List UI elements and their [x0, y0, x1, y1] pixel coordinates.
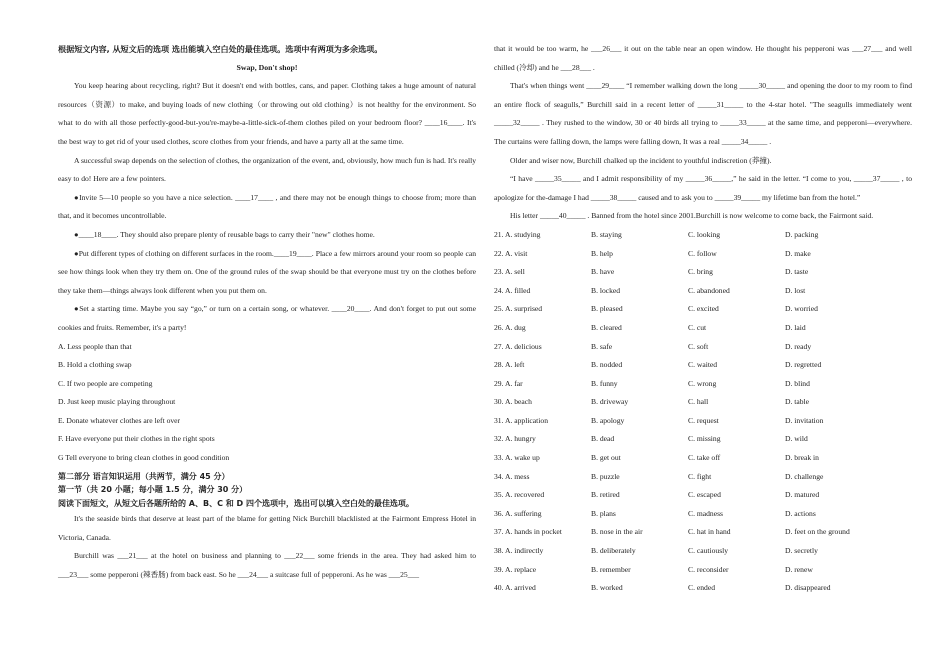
story-paragraph: “I have _____35_____ and I admit responsibility of my _____36_____,” he said in the letter. “I come to you, _____37_____ , to apologize for the-damage I had _____38_____ caused and to ask you to _____39_____ my lifetime ban from the hotel.”: [494, 174, 912, 202]
question-option-d: D. table: [785, 397, 810, 407]
question-option-b: B. safe: [591, 341, 613, 351]
question-option-a: 35. A. recovered: [494, 490, 545, 500]
question-option-c: C. waited: [688, 360, 718, 370]
passage-paragraph: ●Set a starting time. Maybe you say “go,” or turn on a certain song, or whatever. ____20____. And don't forget to put out some cookies and fruits. Remember, it's a party!: [58, 304, 476, 332]
question-row: [494, 561, 912, 580]
question-option-d: D. ready: [785, 341, 812, 351]
question-option-d: D. regretted: [785, 360, 822, 370]
passage-paragraph: ●Invite 5—10 people so you have a nice selection. ____17____ , and there may not be enough things to choose from; more than that, and it becomes uncontrollable.: [58, 192, 476, 221]
question-option-b: B. retired: [591, 490, 620, 500]
answer-option: C. If two people are competing: [58, 378, 153, 388]
question-row: [494, 542, 912, 561]
question-option-a: 36. A. suffering: [494, 508, 542, 518]
question-option-b: B. locked: [591, 285, 621, 295]
question-option-d: D. laid: [785, 322, 806, 332]
question-row: [494, 300, 912, 319]
question-option-c: C. bring: [688, 267, 713, 277]
question-option-b: B. apology: [591, 415, 625, 425]
question-option-b: B. worked: [591, 583, 623, 593]
answer-option: A. Less people than that: [58, 341, 132, 351]
question-option-a: 39. A. replace: [494, 564, 537, 574]
question-option-c: C. reconsider: [688, 564, 729, 574]
passage-paragraph: ●____18____. They should also prepare plenty of reusable bags to carry their "new" clothes home.: [74, 229, 375, 239]
question-row: [494, 375, 912, 394]
passage-title: Swap, Don't shop!: [236, 62, 298, 72]
question-row: [494, 505, 912, 524]
question-row: [494, 486, 912, 505]
reading-instruction: 根据短文内容, 从短文后的选项 选出能填入空白处的最佳选项。选项中有两项为多余选项。: [58, 44, 383, 54]
question-option-b: B. puzzle: [591, 471, 620, 481]
question-option-b: B. dead: [591, 434, 615, 444]
question-option-c: C. madness: [688, 508, 724, 518]
question-option-c: C. request: [688, 415, 719, 425]
question-option-b: B. funny: [591, 378, 618, 388]
passage-paragraph: You keep hearing about recycling, right? But it doesn't end with bottles, cans, and paper. Clothing takes a huge amount of natural resources（资源）to make, and buying loads of new clothing（or throwing out old clothing）is not healthy for the environment. So what to do with all those perfectly-good-but-you're-maybe-a-little-sick-of-them clothes piled on your bedroom floor? ____16____. It's the best way to get rid of your used clothes, score clothes from your friends, and have a party all at the same time.: [58, 81, 476, 146]
question-row: [494, 523, 912, 542]
question-option-d: D. challenge: [785, 471, 824, 481]
question-option-c: C. take off: [688, 453, 721, 463]
question-row: [494, 263, 912, 282]
question-option-b: B. staying: [591, 229, 622, 239]
question-option-d: D. actions: [785, 508, 816, 518]
question-option-c: C. missing: [688, 434, 721, 444]
section-one-heading: 第一节（共 20 小题；每小题 1.5 分，满分 30 分）: [58, 485, 248, 495]
question-option-c: C. ended: [688, 583, 715, 593]
question-row: [494, 449, 912, 468]
question-option-c: C. follow: [688, 248, 717, 258]
question-option-d: D. feet on the ground: [785, 527, 850, 537]
question-option-b: B. driveway: [591, 397, 629, 407]
question-option-c: C. looking: [688, 229, 721, 239]
question-option-b: B. nodded: [591, 360, 623, 370]
answer-option: G Tell everyone to bring clean clothes in good condition: [58, 453, 230, 463]
question-option-d: D. packing: [785, 229, 819, 239]
question-option-d: D. make: [785, 248, 811, 258]
question-option-d: D. invitation: [785, 415, 824, 425]
question-option-b: B. plans: [591, 508, 616, 518]
question-option-c: C. hall: [688, 397, 709, 407]
answer-option: F. Have everyone put their clothes in the right spots: [58, 434, 215, 444]
story-paragraph: His letter _____40_____ . Banned from the hotel since 2001.Burchill is now welcome to come back, the Fairmont said.: [510, 211, 874, 221]
question-option-a: 23. A. sell: [494, 267, 525, 277]
question-row: [494, 412, 912, 431]
question-option-a: 28. A. left: [494, 360, 525, 370]
question-row: [494, 338, 912, 357]
answer-option: D. Just keep music playing throughout: [58, 397, 176, 407]
question-option-b: B. deliberately: [591, 546, 636, 556]
question-option-a: 25. A. surprised: [494, 304, 543, 314]
question-option-d: D. lost: [785, 285, 806, 295]
question-option-a: 29. A. far: [494, 378, 523, 388]
right-column: [494, 40, 912, 598]
question-option-d: D. break in: [785, 453, 819, 463]
question-option-c: C. hat in hand: [688, 527, 731, 537]
story-paragraph: that it would be too warm, he ___26___ it out on the table near an open window. He thought his pepperoni was ___27___ and well chilled (冷却) and he ___28___ .: [494, 44, 912, 72]
question-option-d: D. disappeared: [785, 583, 831, 593]
question-list: [494, 226, 912, 598]
question-option-c: C. soft: [688, 341, 709, 351]
question-option-a: 21. A. studying: [494, 229, 541, 239]
question-option-a: 26. A. dug: [494, 322, 526, 332]
question-option-d: D. matured: [785, 490, 820, 500]
question-option-a: 31. A. application: [494, 415, 548, 425]
story-paragraph: It's the seaside birds that deserve at least part of the blame for getting Nick Burchill blacklisted at the Fairmont Empress Hotel in Victoria, Canada.: [58, 514, 476, 542]
question-option-a: 38. A. indirectly: [494, 546, 544, 556]
question-option-a: 27. A. delicious: [494, 341, 542, 351]
question-option-a: 37. A. hands in pocket: [494, 527, 562, 537]
question-option-a: 32. A. hungry: [494, 434, 536, 444]
question-option-d: D. blind: [785, 378, 810, 388]
story-paragraph: Burchill was ___21___ at the hotel on business and planning to ___22___ some friends in the area. They had asked him to ___23___ some pepperoni (辣香肠) from back east. So he ___24___ a suitcase full of pepperoni. As he was ___25___: [58, 551, 476, 579]
question-option-c: C. cautiously: [688, 546, 729, 556]
left-column: [58, 40, 476, 585]
question-option-c: C. cut: [688, 322, 707, 332]
question-option-a: 34. A. mess: [494, 471, 530, 481]
answer-option: B. Hold a clothing swap: [58, 360, 132, 370]
question-option-a: 22. A. visit: [494, 248, 528, 258]
question-row: [494, 226, 912, 245]
question-option-d: D. wild: [785, 434, 808, 444]
question-option-c: C. fight: [688, 471, 712, 481]
story-paragraph: That's when things went ____29____ “I remember walking down the long _____30_____ and opening the door to my room to find an entire flock of seagulls,” Burchill said in a recent letter of _____31_____ to the 4-star hotel. "The seagulls immediately went _____32_____ . They rushed to the window, 30 or 40 birds all trying to _____33_____ at the same time, and pepperoni—everywhere. The curtains were falling down, the lamps were falling down, It was a real _____34_____ .: [494, 81, 912, 146]
section-part-heading: 第二部分 语言知识运用（共两节，满分 45 分）: [58, 471, 230, 481]
section-instruction: 阅读下面短文，从短文后各题所给的 A、B、C 和 D 四个选项中，选出可以填入空白处的最佳选项。: [58, 498, 414, 508]
question-option-d: D. worried: [785, 304, 818, 314]
question-option-b: B. remember: [591, 564, 631, 574]
question-option-b: B. pleased: [591, 304, 623, 314]
question-option-a: 40. A. arrived: [494, 583, 536, 593]
passage-paragraph: A successful swap depends on the selection of clothes, the organization of the event, and, obviously, how much fun is had. It's really easy to do! Here are a few pointers.: [58, 155, 476, 184]
question-row: [494, 282, 912, 301]
question-row: [494, 430, 912, 449]
question-row: [494, 356, 912, 375]
question-option-a: 30. A. beach: [494, 397, 532, 407]
question-row: [494, 468, 912, 487]
question-option-a: 33. A. wake up: [494, 453, 540, 463]
question-option-a: 24. A. filled: [494, 285, 531, 295]
story-paragraph: Older and wiser now, Burchill chalked up the incident to youthful indiscretion (莽撞).: [510, 155, 772, 165]
question-option-c: C. excited: [688, 304, 719, 314]
question-option-c: C. abandoned: [688, 285, 730, 295]
answer-option: E. Donate whatever clothes are left over: [58, 415, 181, 425]
question-option-b: B. nose in the air: [591, 527, 643, 537]
question-option-b: B. get out: [591, 453, 621, 463]
question-row: [494, 245, 912, 264]
question-row: [494, 579, 912, 598]
question-option-d: D. renew: [785, 564, 813, 574]
question-option-d: D. taste: [785, 267, 809, 277]
question-option-b: B. cleared: [591, 322, 622, 332]
question-option-b: B. help: [591, 248, 613, 258]
passage-paragraph: ●Put different types of clothing on different surfaces in the room.____19____. Place a few mirrors around your room so people can see how things look when they try them on. One of the ground rules of the swap should be that everyone must try on the clothes before they take them—things always look different when you put them on.: [58, 248, 476, 295]
question-row: [494, 393, 912, 412]
question-option-b: B. have: [591, 267, 615, 277]
question-option-d: D. secretly: [785, 546, 818, 556]
question-row: [494, 319, 912, 338]
question-option-c: C. escaped: [688, 490, 721, 500]
question-option-c: C. wrong: [688, 378, 717, 388]
